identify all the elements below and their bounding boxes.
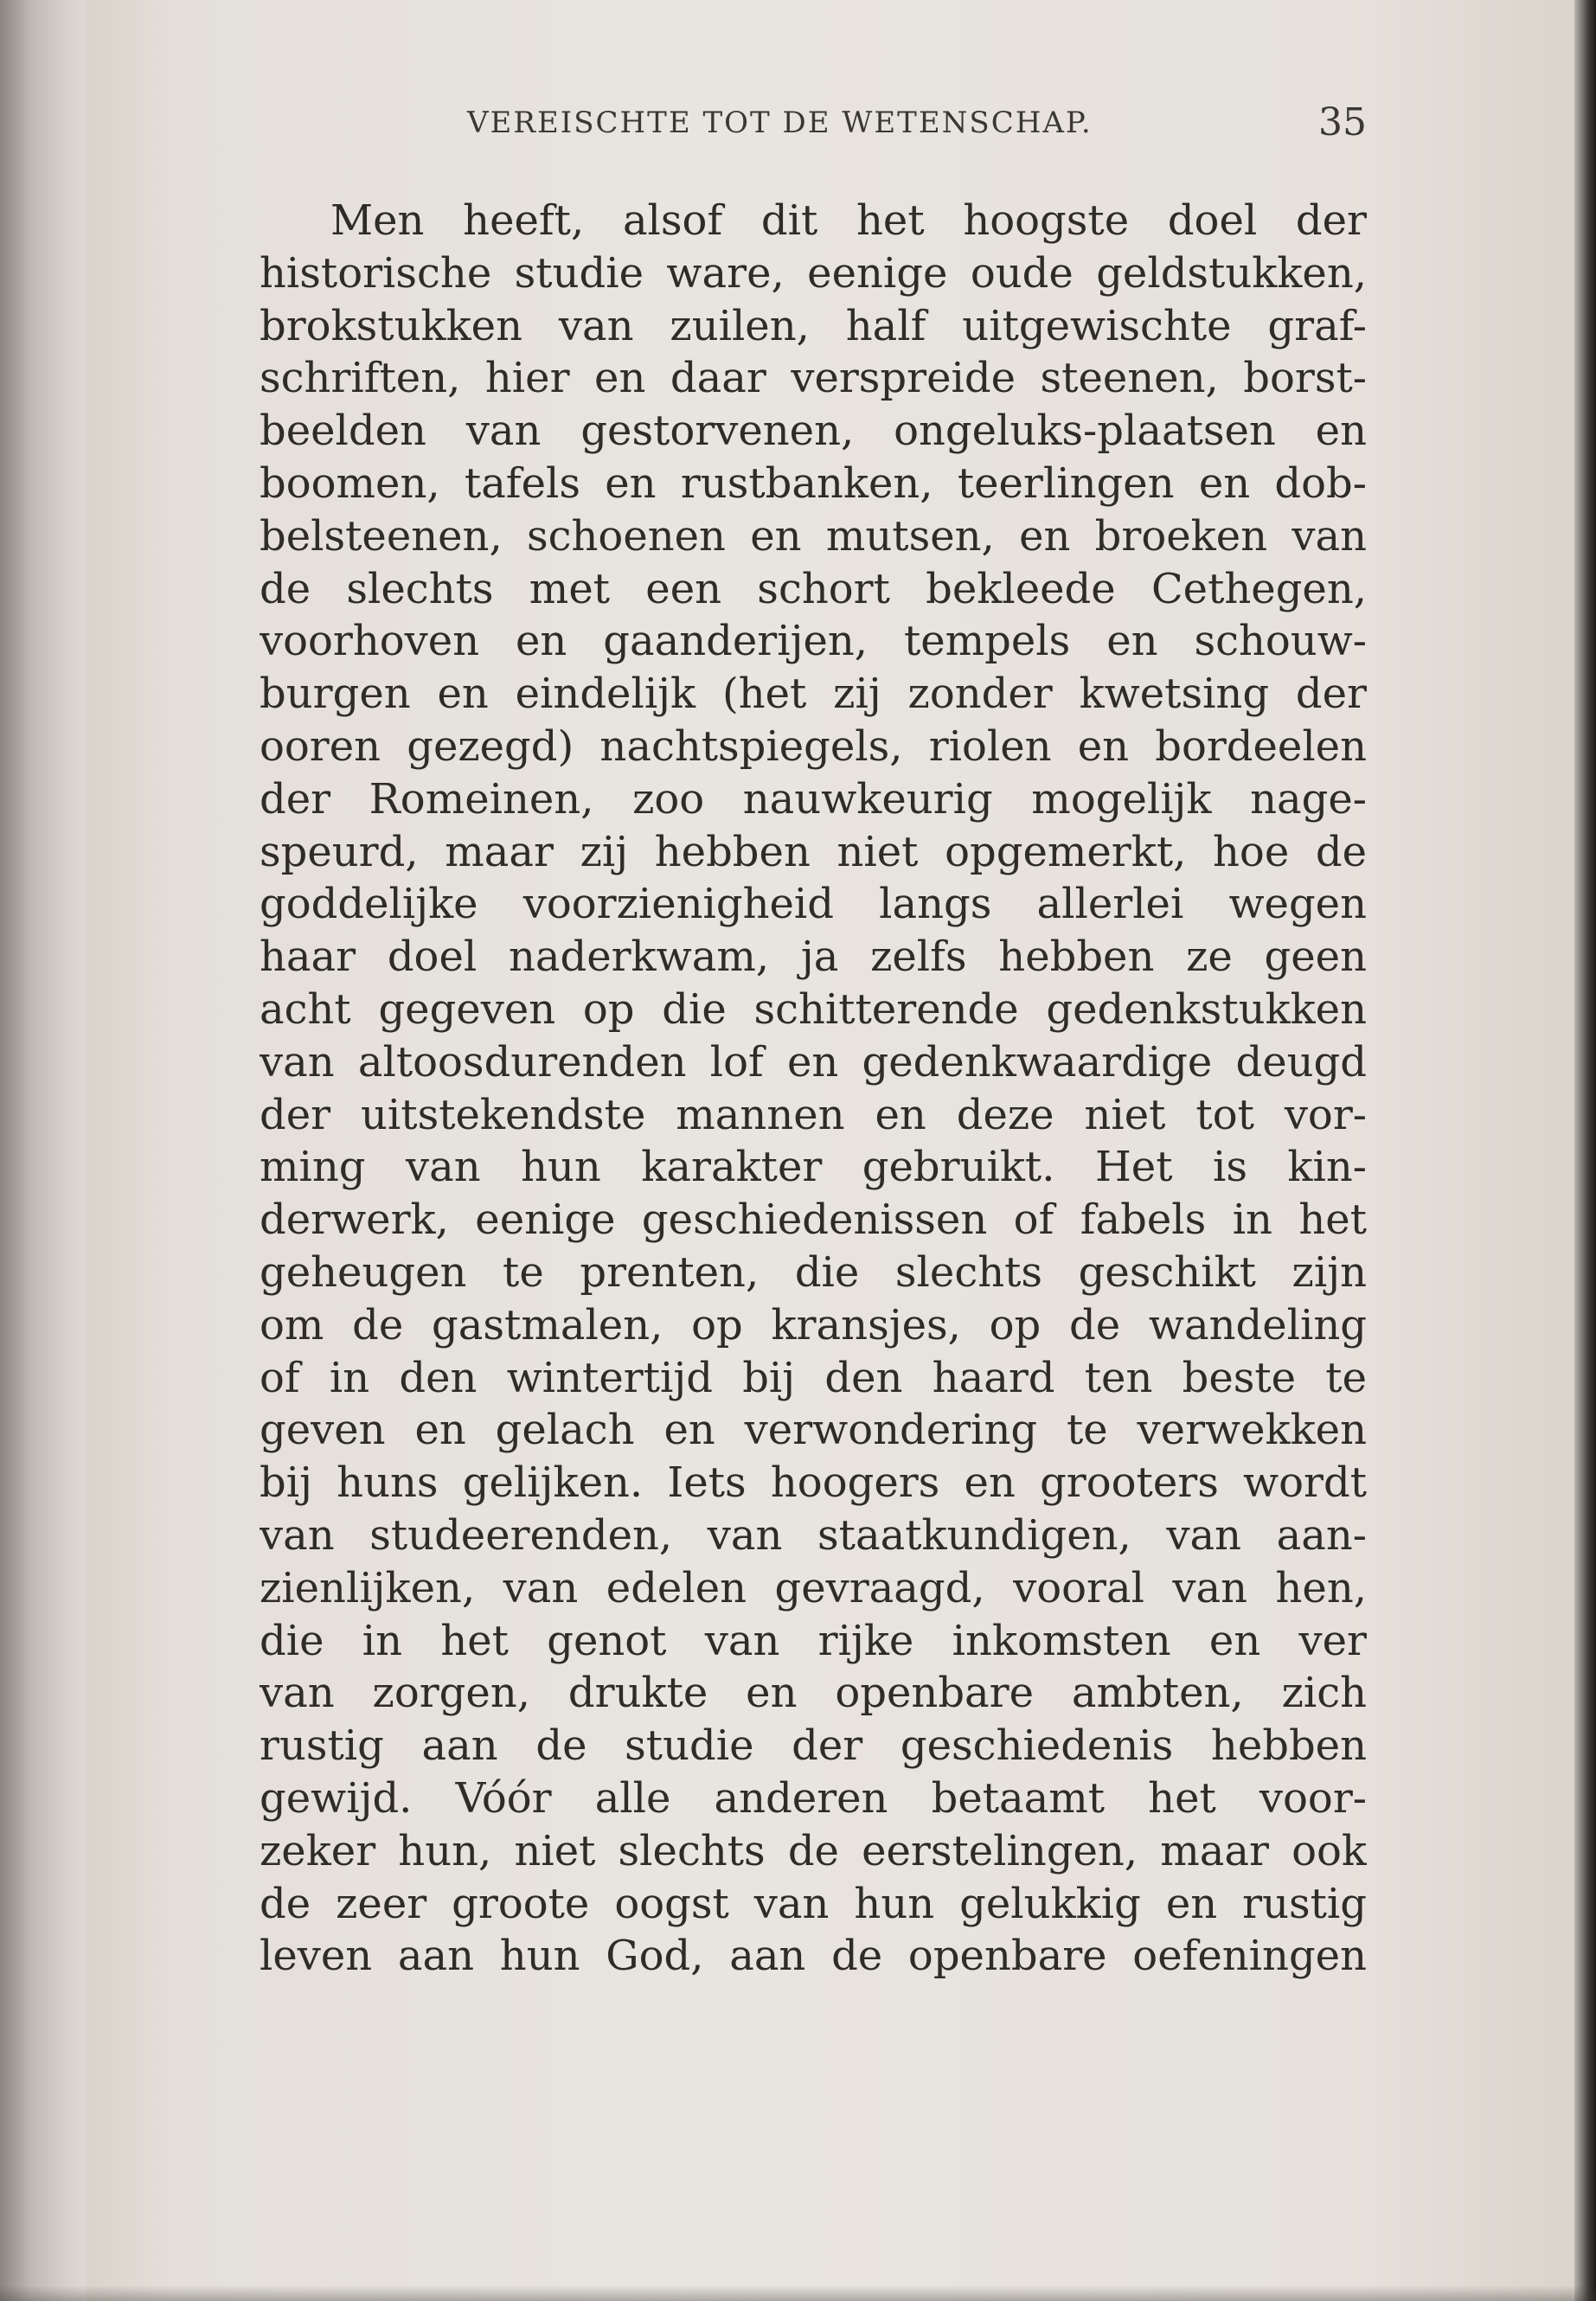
text-line: der Romeinen, zoo nauwkeurig mogelijk nage- (260, 774, 1367, 824)
text-line: speurd, maar zij hebben niet opgemerkt, hoe de (260, 827, 1367, 876)
text-line: zienlijken, van edelen gevraagd, vooral van hen, (260, 1563, 1367, 1612)
text-line: zeker hun, niet slechts de eerstelingen, maar ook (260, 1826, 1367, 1875)
text-line: derwerk, eenige geschiedenissen of fabels in het (260, 1195, 1367, 1245)
text-line: goddelijke voorzienigheid langs allerlei wegen (260, 880, 1367, 929)
text-line: acht gegeven op die schitterende gedenkstukken (260, 984, 1367, 1034)
text-line: die in het genot van rijke inkomsten en ver (260, 1616, 1367, 1665)
text-line: der uitstekendste mannen en deze niet tot vor- (260, 1090, 1367, 1139)
text-line: bij huns gelijken. Iets hoogers en grooters wordt (260, 1458, 1367, 1508)
text-line: belsteenen, schoenen en mutsen, en broeken van (260, 511, 1367, 561)
text-line: leven aan hun God, aan de openbare oefeningen (260, 1932, 1367, 1981)
text-line: de zeer groote oogst van hun gelukkig en rustig (260, 1879, 1367, 1928)
text-line: geheugen te prenten, die slechts geschikt zijn (260, 1247, 1367, 1297)
book-binding-shadow (0, 0, 87, 2301)
text-line: gewijd. Vóór alle anderen betaamt het voor- (260, 1773, 1367, 1823)
text-line: de slechts met een schort bekleede Cethegen, (260, 564, 1367, 613)
text-line: ooren gezegd) nachtspiegels, riolen en bordeelen (260, 721, 1367, 771)
text-line: Men heeft, alsof dit het hoogste doel der (330, 196, 1367, 245)
page-number: 35 (1318, 100, 1367, 144)
text-line: schriften, hier en daar verspreide steenen, borst- (260, 354, 1367, 403)
text-line: of in den wintertijd bij den haard ten beste te (260, 1353, 1367, 1402)
text-line: om de gastmalen, op kransjes, op de wandeling (260, 1300, 1367, 1349)
text-line: geven en gelach en verwondering te verwekken (260, 1406, 1367, 1455)
scan-bottom-shadow (0, 2285, 1596, 2301)
body-text (260, 195, 1367, 1983)
text-line: beelden van gestorvenen, ongeluks-plaatsen en (260, 407, 1367, 456)
text-line: brokstukken van zuilen, half uitgewischte graf- (260, 301, 1367, 350)
text-line: voorhoven en gaanderijen, tempels en schouw- (260, 617, 1367, 666)
text-line: rustig aan de studie der geschiedenis hebben (260, 1721, 1367, 1771)
text-line: haar doel naderkwam, ja zelfs hebben ze geen (260, 933, 1367, 982)
text-line: van altoosdurenden lof en gedenkwaardige deugd (260, 1037, 1367, 1086)
running-title: VEREISCHTE TOT DE WETENSCHAP. (467, 106, 1093, 140)
text-line: burgen en eindelijk (het zij zonder kwetsing der (260, 670, 1367, 719)
text-line: van zorgen, drukte en openbare ambten, zich (260, 1669, 1367, 1718)
text-line: boomen, tafels en rustbanken, teerlingen en dob- (260, 458, 1367, 508)
text-line: van studeerenden, van staatkundigen, van aan- (260, 1510, 1367, 1560)
text-line: ming van hun karakter gebruikt. Het is kin- (260, 1143, 1367, 1192)
text-line: historische studie ware, eenige oude geldstukken, (260, 248, 1367, 298)
page-header (260, 100, 1367, 152)
page-edge-shadow (1574, 0, 1596, 2301)
